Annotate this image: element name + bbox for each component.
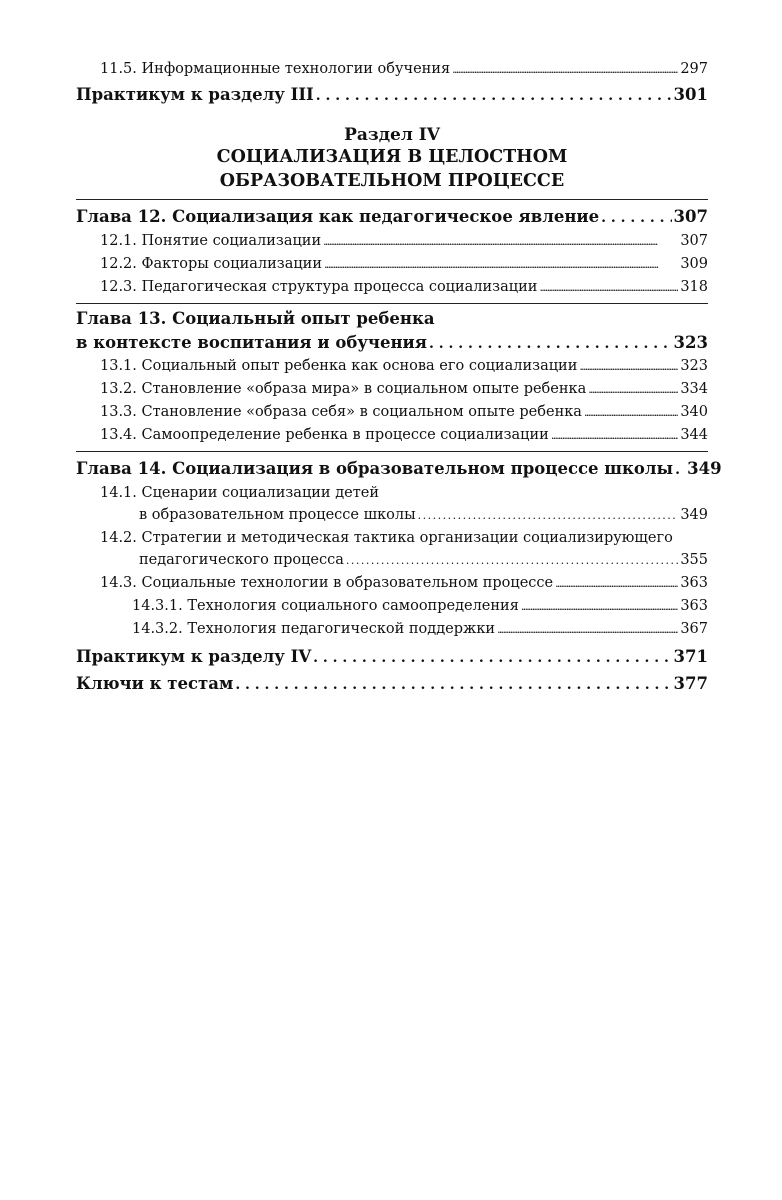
dot-leader	[324, 253, 678, 276]
toc-entry-12-1[interactable]	[76, 230, 708, 253]
toc-entry-title: Глава 14. Социализация в образовательном процессе школы	[76, 459, 674, 478]
toc-entry-14-3-2[interactable]	[76, 618, 708, 641]
toc-entry-page: 367	[680, 621, 708, 637]
toc-entry-11-5[interactable]	[76, 58, 708, 81]
toc-chapter-12[interactable]	[76, 199, 708, 230]
toc-practicum-3[interactable]	[76, 81, 708, 108]
toc-entry-page: 307	[680, 233, 708, 249]
toc-entry-title: 12.3. Педагогическая структура процесса социализации	[100, 279, 538, 295]
dot-leader	[675, 455, 685, 484]
dot-leader	[316, 81, 672, 110]
toc-entry-page: 297	[680, 61, 708, 77]
toc-entry-title: 14.3.1. Технология социального самоопределения	[132, 598, 519, 614]
toc-entry-title: 12.2. Факторы социализации	[100, 256, 322, 272]
toc-entry-line2	[76, 549, 708, 572]
toc-entry-page: 323	[680, 358, 708, 374]
toc-entry-title: 13.2. Становление «образа мира» в социальном опыте ребенка	[100, 381, 587, 397]
toc-entry-title: 13.3. Становление «образа себя» в социальном опыте ребенка	[100, 404, 582, 420]
dot-leader	[313, 643, 671, 672]
toc-entry-14-3-1[interactable]	[76, 595, 708, 618]
toc-chapter-13-line1: Глава 13. Социальный опыт ребенка	[76, 309, 435, 328]
toc-entry-13-4[interactable]	[76, 424, 708, 447]
toc-entry-title: 14.3.2. Технология педагогической поддержки	[132, 621, 496, 637]
toc-entry-page: 340	[680, 404, 708, 420]
toc-entry-title: 13.4. Самоопределение ребенка в процессе социализации	[100, 427, 549, 443]
toc-entry-title-line2: в образовательном процессе школы	[139, 507, 416, 523]
toc-entry-page: 301	[673, 85, 708, 104]
dot-leader	[551, 424, 678, 447]
toc-entry-13-3[interactable]	[76, 401, 708, 424]
toc-entry-page: 349	[680, 507, 708, 523]
dot-leader	[429, 331, 672, 356]
dot-leader	[521, 595, 678, 618]
toc-chapter-13[interactable]	[76, 303, 708, 355]
toc-entry-13-1[interactable]	[76, 355, 708, 378]
toc-entry-title: Глава 12. Социализация как педагогическое явление	[76, 207, 600, 226]
dot-leader	[346, 550, 678, 572]
toc-entry-page: 349	[687, 459, 722, 478]
toc-entry-title-line1: 14.2. Стратегии и методическая тактика организации социализирующего	[100, 530, 673, 546]
section-title-line1: СОЦИАЛИЗАЦИЯ В ЦЕЛОСТНОМ	[216, 147, 568, 167]
toc-entry-page: 363	[680, 598, 708, 614]
dot-leader	[452, 58, 678, 81]
toc-entry-line2	[76, 504, 708, 527]
toc-entry-page: 371	[673, 647, 708, 666]
toc-entry-title: Практикум к разделу III	[76, 85, 314, 104]
dot-leader	[601, 203, 671, 232]
dot-leader	[418, 505, 679, 527]
dot-leader	[235, 670, 671, 699]
toc-entry-title: 11.5. Информационные технологии обучения	[100, 61, 451, 77]
dot-leader	[539, 276, 678, 299]
section-label: Раздел IV	[344, 125, 440, 145]
dot-leader	[497, 618, 678, 641]
toc-entry-12-2[interactable]	[76, 253, 708, 276]
toc-entry-14-3[interactable]	[76, 572, 708, 595]
toc-entry-title: Ключи к тестам	[76, 674, 234, 693]
dot-leader	[323, 230, 678, 253]
toc-entry-title: в контексте воспитания и обучения	[76, 333, 427, 352]
toc-entry-13-2[interactable]	[76, 378, 708, 401]
section-title-line2: ОБРАЗОВАТЕЛЬНОМ ПРОЦЕССЕ	[219, 171, 565, 191]
toc-entry-title-line1: 14.1. Сценарии социализации детей	[100, 485, 379, 501]
toc-entry-page: 355	[680, 552, 708, 568]
toc-entry-page: 377	[673, 674, 708, 693]
dot-leader	[584, 401, 678, 424]
toc-chapter-13-line2	[76, 331, 708, 355]
toc-entry-title: Практикум к разделу IV	[76, 647, 312, 666]
toc-entry-title: 14.3. Социальные технологии в образовательном процессе	[100, 575, 554, 591]
dot-leader	[555, 572, 678, 595]
toc-entry-page: 334	[680, 381, 708, 397]
toc-entry-12-3[interactable]	[76, 276, 708, 299]
toc-entry-14-1[interactable]	[76, 482, 708, 527]
toc-entry-page: 363	[680, 575, 708, 591]
toc-entry-14-2[interactable]	[76, 527, 708, 572]
section-heading	[76, 125, 708, 193]
toc-entry-page: 344	[680, 427, 708, 443]
toc-practicum-4[interactable]	[76, 643, 708, 670]
toc-entry-page: 323	[673, 333, 708, 352]
toc-entry-page: 318	[680, 279, 708, 295]
toc-entry-title: 13.1. Социальный опыт ребенка как основа его социализации	[100, 358, 578, 374]
toc-entry-page: 307	[673, 207, 708, 226]
table-of-contents	[76, 58, 722, 697]
toc-chapter-14[interactable]	[76, 451, 722, 482]
toc-entry-page: 309	[680, 256, 708, 272]
toc-entry-title-line2: педагогического процесса	[139, 552, 344, 568]
toc-entry-title: 12.1. Понятие социализации	[100, 233, 322, 249]
dot-leader	[579, 355, 678, 378]
toc-keys[interactable]	[76, 670, 708, 697]
dot-leader	[588, 378, 678, 401]
